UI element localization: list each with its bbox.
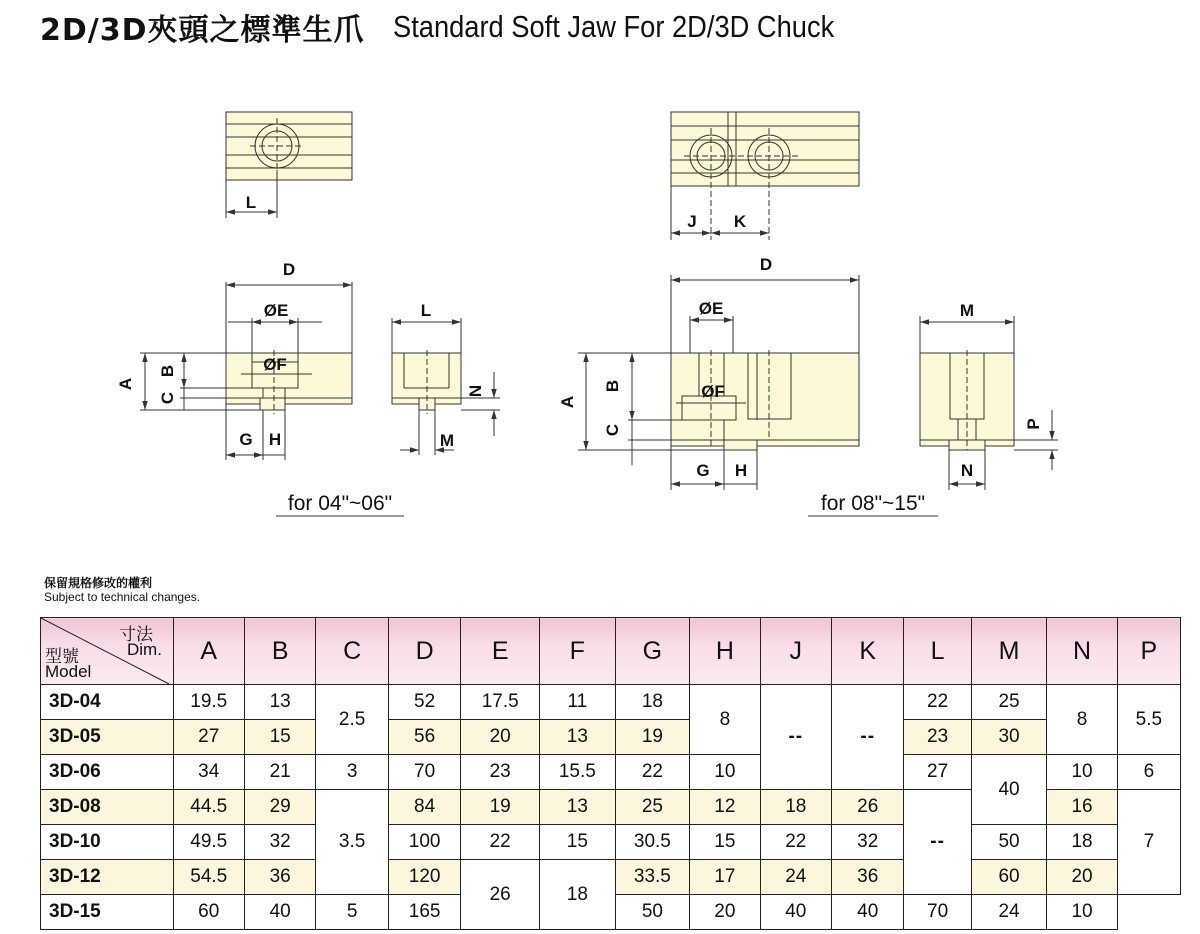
cell-k: 26 [832, 790, 904, 825]
col-header-d: D [388, 618, 460, 685]
cell-j: 40 [760, 895, 831, 930]
model-cell: 3D-15 [41, 895, 174, 930]
cell-j: 18 [760, 790, 831, 825]
cell-d: 70 [388, 755, 460, 790]
cell-g: 33.5 [615, 860, 690, 895]
dim-label-j: J [687, 212, 697, 231]
cell-a: 19.5 [173, 685, 244, 720]
cell-c: 3 [316, 755, 388, 790]
dim-label-e-right: ØE [698, 299, 724, 318]
caption-right: for 08"~15" [820, 492, 926, 515]
cell-a: 27 [173, 720, 244, 755]
cell-d: 165 [388, 895, 460, 930]
col-header-h: H [690, 618, 760, 685]
col-header-a: A [173, 618, 244, 685]
cell-c: 5 [316, 895, 388, 930]
cell-n: 20 [1047, 860, 1117, 895]
cell-n: 16 [1047, 790, 1117, 825]
col-header-g: G [615, 618, 690, 685]
cell-g: 19 [615, 720, 690, 755]
cell-k: -- [832, 685, 904, 790]
cell-e: 20 [461, 720, 540, 755]
cell-b: 40 [244, 895, 315, 930]
caption-left: for 04"~06" [287, 492, 393, 515]
cell-g: 18 [615, 685, 690, 720]
col-header-b: B [244, 618, 315, 685]
dim-label-a-right: A [558, 395, 577, 409]
cell-a: 54.5 [173, 860, 244, 895]
page-title [40, 4, 894, 50]
cell-h: 17 [690, 860, 760, 895]
cell-b: 21 [244, 755, 315, 790]
cell-c: 3.5 [316, 790, 388, 895]
table-row [41, 720, 1181, 755]
col-header-j: J [760, 618, 831, 685]
table-row [41, 825, 1181, 860]
dim-label-m-right: M [959, 301, 975, 320]
cell-f: 11 [540, 685, 616, 720]
dim-label-l-side: L [420, 301, 432, 320]
cell-h: 20 [690, 895, 760, 930]
title-english: Standard Soft Jaw For 2D/3D Chuck [392, 9, 834, 44]
cell-a: 44.5 [173, 790, 244, 825]
cell-b: 32 [244, 825, 315, 860]
cell-c: 2.5 [316, 685, 388, 755]
cell-p: 7 [1117, 790, 1180, 895]
col-header-n: N [1047, 618, 1117, 685]
dim-label-h-left: H [268, 430, 282, 449]
cell-m: 60 [971, 860, 1047, 895]
cell-d: 84 [388, 790, 460, 825]
col-header-k: K [832, 618, 904, 685]
dim-label-b-left: B [158, 364, 177, 378]
cell-l: 27 [904, 755, 971, 790]
corner-model-en: Model [45, 662, 92, 681]
cell-e: 19 [461, 790, 540, 825]
note-english: Subject to technical changes. [44, 590, 201, 604]
cell-n: 24 [971, 895, 1047, 930]
col-header-e: E [461, 618, 540, 685]
cell-h: 15 [690, 825, 760, 860]
cell-p: 5.5 [1117, 685, 1180, 755]
header-row [41, 618, 1181, 685]
note-chinese: 保留規格修改的權利 [44, 576, 153, 590]
cell-k: 40 [832, 895, 904, 930]
cell-f: 18 [540, 860, 616, 930]
title-chinese: 2D/3D夾頭之標準生爪 [40, 13, 365, 48]
cell-m: 25 [971, 685, 1047, 720]
dim-label-p: P [1024, 418, 1043, 430]
cell-a: 60 [173, 895, 244, 930]
cell-l: 22 [904, 685, 971, 720]
cell-p: 10 [1047, 895, 1117, 930]
corner-dim-zh: 寸法 [119, 625, 153, 645]
dim-label-e-left: ØE [263, 301, 289, 320]
cell-d: 120 [388, 860, 460, 895]
model-cell: 3D-10 [41, 825, 174, 860]
cell-j: 22 [760, 825, 831, 860]
technical-drawing [0, 90, 1200, 530]
dim-label-f-right: ØF [701, 382, 725, 401]
dim-label-n-right: N [960, 461, 974, 480]
right-side-view [920, 316, 1058, 490]
cell-a: 34 [173, 755, 244, 790]
cell-n: 10 [1047, 755, 1117, 790]
cell-p: 6 [1117, 755, 1180, 790]
model-cell: 3D-12 [41, 860, 174, 895]
model-cell: 3D-05 [41, 720, 174, 755]
dim-label-g-left: G [239, 430, 253, 449]
cell-d: 100 [388, 825, 460, 860]
cell-m: 30 [971, 720, 1047, 755]
right-top-view [671, 112, 859, 240]
dim-label-n-left: N [466, 384, 485, 398]
cell-n: 8 [1047, 685, 1117, 755]
cell-f: 15.5 [540, 755, 616, 790]
dim-label-b-right: B [603, 379, 622, 393]
cell-k: 32 [832, 825, 904, 860]
cell-h: 12 [690, 790, 760, 825]
cell-m: 70 [904, 895, 971, 930]
dim-label-c-left: C [158, 391, 177, 405]
cell-e: 23 [461, 755, 540, 790]
col-header-p: P [1117, 618, 1180, 685]
cell-b: 29 [244, 790, 315, 825]
cell-l: -- [904, 790, 971, 895]
cell-h: 10 [690, 755, 760, 790]
dim-label-d-right: D [759, 255, 773, 274]
spec-table [40, 617, 1181, 930]
cell-e: 17.5 [461, 685, 540, 720]
cell-h: 8 [690, 685, 760, 755]
cell-a: 49.5 [173, 825, 244, 860]
cell-g: 25 [615, 790, 690, 825]
col-header-c: C [316, 618, 388, 685]
cell-k: 36 [832, 860, 904, 895]
cell-b: 15 [244, 720, 315, 755]
corner-model-zh: 型號 [45, 647, 79, 667]
cell-n: 18 [1047, 825, 1117, 860]
cell-j: -- [760, 685, 831, 790]
corner-header [41, 618, 174, 685]
cell-f: 13 [540, 790, 616, 825]
cell-d: 52 [388, 685, 460, 720]
dim-label-k: K [733, 212, 747, 231]
cell-d: 56 [388, 720, 460, 755]
table-row [41, 755, 1181, 790]
cell-m: 50 [971, 825, 1047, 860]
dim-label-a-left: A [116, 377, 135, 391]
cell-e: 22 [461, 825, 540, 860]
dim-label-d-left: D [282, 260, 296, 279]
col-header-l: L [904, 618, 971, 685]
dim-label-l-top: L [245, 193, 257, 212]
cell-g: 50 [615, 895, 690, 930]
cell-m: 40 [971, 755, 1047, 825]
model-cell: 3D-06 [41, 755, 174, 790]
col-header-f: F [540, 618, 616, 685]
dim-label-h-right: H [734, 461, 748, 480]
cell-b: 36 [244, 860, 315, 895]
cell-f: 13 [540, 720, 616, 755]
cell-l: 23 [904, 720, 971, 755]
cell-g: 22 [615, 755, 690, 790]
model-cell: 3D-08 [41, 790, 174, 825]
dim-label-f-left: ØF [263, 355, 287, 374]
dim-label-c-right: C [603, 423, 622, 437]
model-cell: 3D-04 [41, 685, 174, 720]
col-header-m: M [971, 618, 1047, 685]
dim-label-m-left: M [439, 431, 455, 450]
cell-g: 30.5 [615, 825, 690, 860]
cell-e: 26 [461, 860, 540, 930]
table-row [41, 685, 1181, 720]
cell-f: 15 [540, 825, 616, 860]
corner-dim-en: Dim. [127, 640, 162, 659]
dim-label-g-right: G [696, 461, 710, 480]
table-row [41, 860, 1181, 895]
cell-j: 24 [760, 860, 831, 895]
cell-b: 13 [244, 685, 315, 720]
